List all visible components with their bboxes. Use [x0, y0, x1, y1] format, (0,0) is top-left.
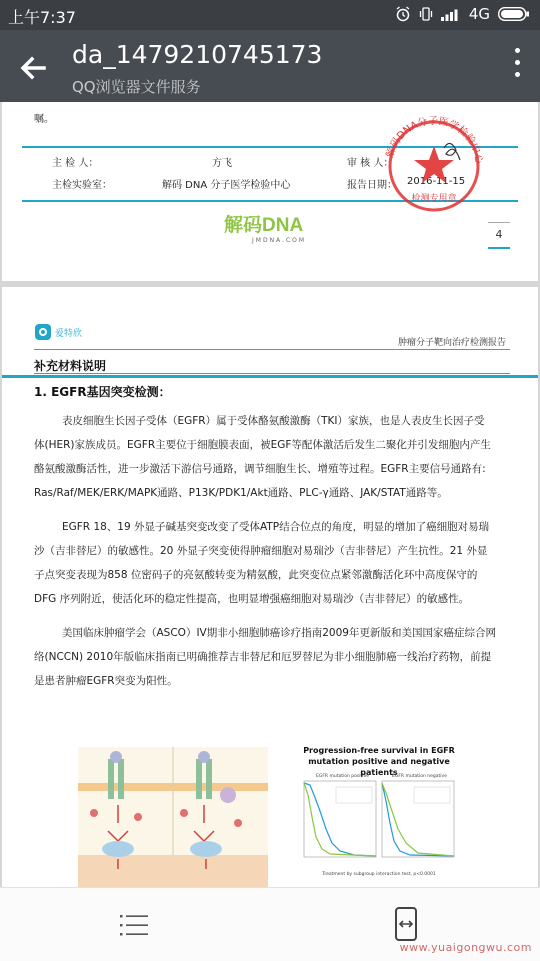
page-number: 4 — [488, 222, 510, 249]
battery-icon — [498, 7, 530, 21]
toc-button[interactable] — [118, 910, 150, 940]
panel1-label: EGFR mutation positive — [316, 774, 369, 779]
report-header-title: 肿瘤分子靶向治疗检测报告 — [397, 338, 506, 348]
status-time: 上午7:37 — [8, 8, 76, 27]
stamp-bottom-text: 检测专用章 — [411, 194, 457, 204]
egfr-pathway-figure — [78, 747, 268, 887]
text-line: 沙（吉非替尼）的敏感性。20 外显子突变使得肿瘤细胞对易瑞沙（吉非替尼）产生抗性。21 外显 — [34, 545, 488, 557]
text-line: DFG 序列附近，使活化环的稳定性提高，也明显增强癌细胞对易瑞沙（吉非替尼）的敏感性。 — [34, 593, 470, 605]
dot-icon — [515, 48, 520, 53]
tester-name: 方飞 — [212, 158, 232, 169]
lab-name: 解码 DNA 分子医学检验中心 — [162, 180, 291, 191]
date-label: 报告日期： — [347, 180, 397, 191]
vibrate-icon — [419, 6, 433, 22]
signal-icon — [441, 7, 461, 21]
back-button[interactable] — [14, 48, 54, 88]
lab-label: 主检实验室： — [52, 180, 112, 191]
document-page-5 — [2, 287, 538, 887]
list-icon — [118, 910, 150, 940]
pfs-figure-title: Progression-free survival in EGFR mutation positive and negative patients — [303, 746, 455, 777]
dot-icon — [515, 60, 520, 65]
fit-width-icon — [392, 906, 420, 942]
paragraph-1 — [34, 409, 514, 505]
site-watermark: www.yuaigongwu.com — [399, 941, 532, 954]
status-bar — [0, 0, 540, 30]
pfs-survival-figure — [294, 771, 464, 887]
accent-bar — [2, 375, 538, 378]
subsection-title: 1. EGFR基因突变检测： — [34, 385, 171, 399]
aitexin-logo-icon — [34, 323, 52, 341]
tester-label: 主 检 人： — [52, 158, 99, 169]
text-line: 络(NCCN) 2010年版临床指南已明确推荐吉非替尼和厄罗替尼为非小细胞肺癌一线治疗药物，前提 — [34, 651, 492, 663]
alarm-icon — [395, 6, 411, 22]
fit-width-button[interactable] — [392, 906, 420, 942]
text-line: 子点突变表现为858 位密码子的亮氨酸转变为精氨酸，此突变位点紧邻激酶活化环中高度保守的 — [34, 569, 478, 581]
page-top-text: 嘱。 — [34, 114, 54, 125]
network-type: 4G — [468, 5, 490, 23]
text-line: 酪氨酸激酶活性，进一步激活下游信号通路，调节细胞生长、增殖等过程。EGFR主要信号通路有: — [34, 463, 486, 475]
text-line: 美国临床肿瘤学会（ASCO）IV期非小细胞肺癌诊疗指南2009年更新版和美国国家癌症综合网 — [62, 627, 496, 639]
jmdna-logo — [224, 210, 306, 244]
reviewer-label: 审 核 人： — [347, 158, 394, 169]
logo-sub: JMDNA.COM — [252, 237, 307, 244]
text-line: 表皮细胞生长因子受体（EGFR）属于受体酪氨酸激酶（TKI）家族，也是人表皮生长因子受 — [62, 415, 485, 427]
text-line: 体(HER)家族成员。EGFR主要位于细胞膜表面，被EGF等配体激活后发生二聚化并引发细胞内产生 — [34, 439, 491, 451]
text-line: EGFR 18、19 外显子碱基突变改变了受体ATP结合位点的角度，明显的增加了癌细胞对易瑞 — [62, 521, 490, 533]
paragraph-2 — [34, 515, 514, 611]
logo-main: 解码DNA — [224, 215, 304, 236]
document-page-4 — [2, 102, 538, 281]
text-line: 是患者肿瘤EGFR突变为阳性。 — [34, 675, 178, 687]
section-title: 补充材料说明 — [34, 359, 107, 373]
report-logo — [34, 323, 82, 341]
signature-icon — [444, 143, 460, 160]
more-menu-button[interactable] — [512, 48, 522, 84]
logo-text: 爱特欣 — [55, 328, 83, 339]
status-icons — [395, 5, 530, 23]
figure-caption: Treatment by subgroup interaction test, p<0.0001 — [322, 872, 436, 877]
arrow-left-icon — [14, 48, 54, 88]
panel2-label: EGFR mutation negative — [392, 774, 447, 779]
file-title: da_1479210745173 — [72, 40, 323, 69]
app-bar — [0, 30, 540, 102]
paragraph-3 — [34, 621, 514, 693]
dot-icon — [515, 72, 520, 77]
date-value: 2016-11-15 — [407, 176, 466, 187]
divider — [34, 349, 510, 350]
stamp-text: 解码DNA分子医学检验中心 — [384, 115, 485, 165]
divider — [34, 373, 510, 374]
file-subtitle: QQ浏览器文件服务 — [72, 78, 201, 96]
official-stamp — [374, 108, 494, 212]
text-line: Ras/Raf/MEK/ERK/MAPK通路、P13K/PDK1/Akt通路、PLC-γ通路、JAK/STAT通路等。 — [34, 487, 448, 499]
